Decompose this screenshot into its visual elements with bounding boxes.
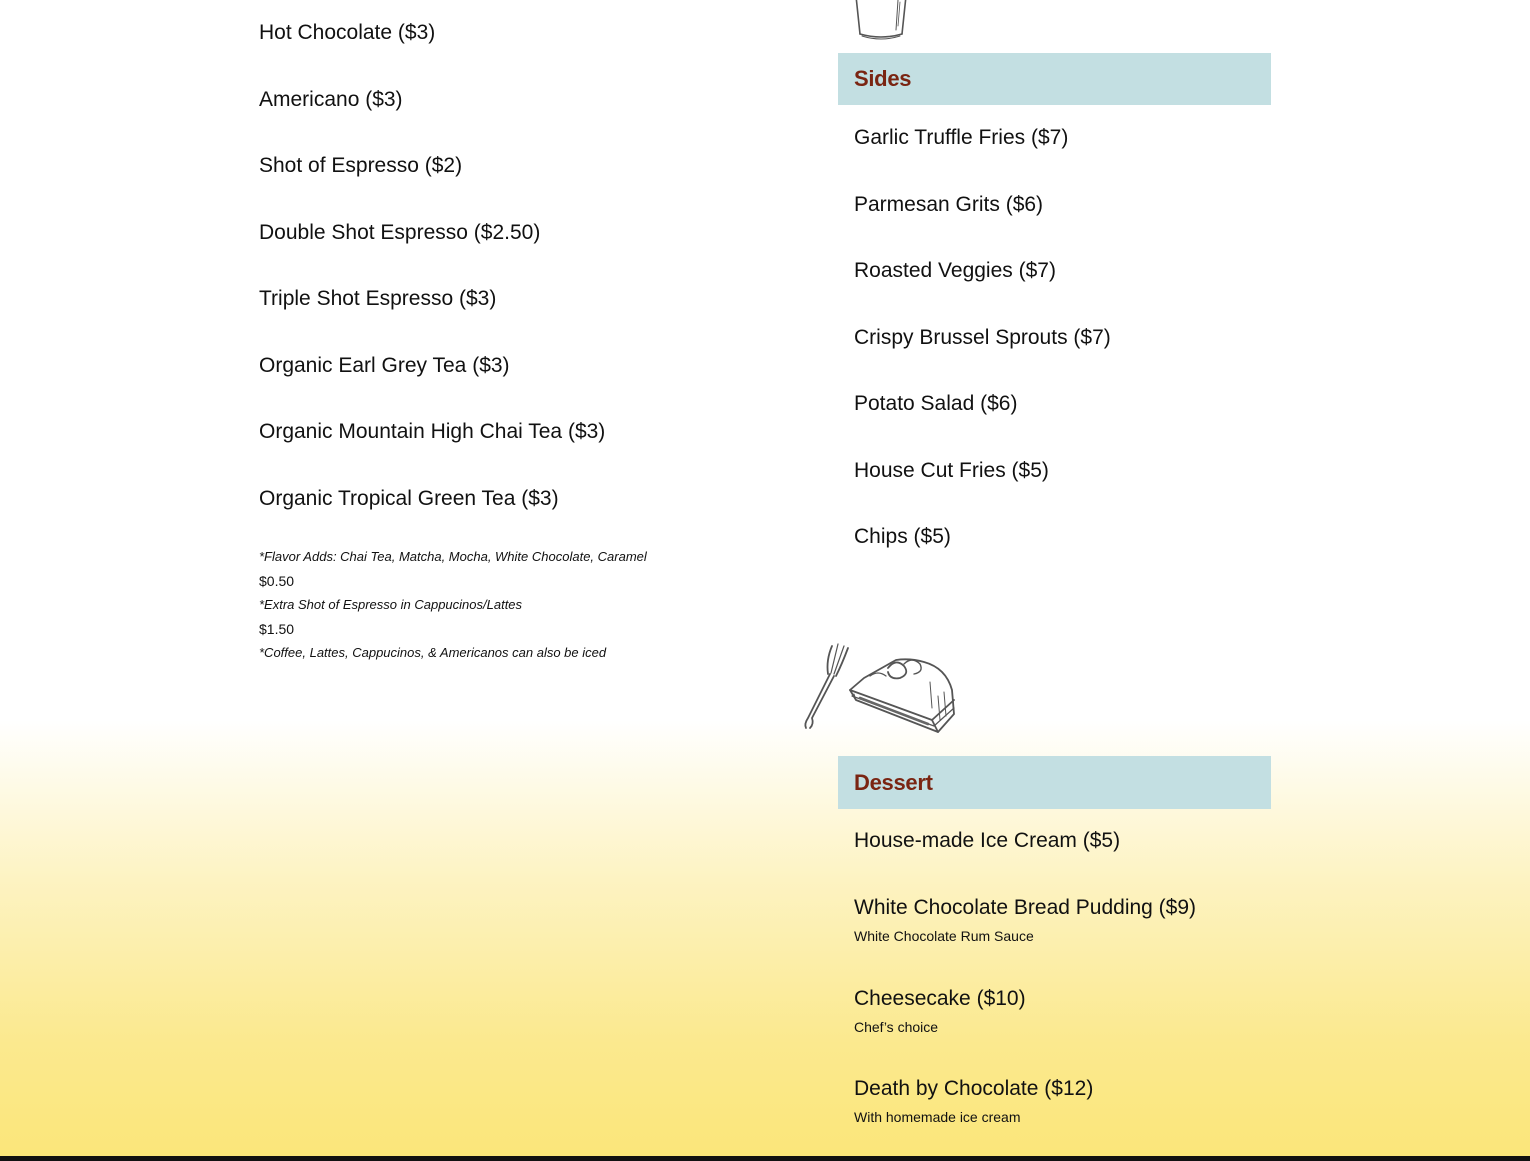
drink-item: Hot Chocolate ($3) [259, 21, 436, 44]
dessert-item [838, 1074, 1093, 1127]
dessert-name: White Chocolate Bread Pudding ($9) [854, 896, 1197, 919]
flavor-adds-note: *Flavor Adds: Chai Tea, Matcha, Mocha, White Chocolate, Caramel [259, 549, 647, 564]
side-item: Garlic Truffle Fries ($7) [854, 126, 1069, 149]
cup-illustration-icon [850, 0, 914, 42]
side-item: Roasted Veggies ($7) [854, 259, 1056, 282]
sides-list [838, 105, 1271, 585]
side-item: Chips ($5) [854, 525, 951, 548]
dessert-description: Chef’s choice [854, 1019, 939, 1035]
drink-item: Americano ($3) [259, 87, 403, 111]
cake-slice-fork-icon [800, 638, 960, 738]
drink-item: Organic Tropical Green Tea ($3) [259, 486, 559, 510]
side-item: Parmesan Grits ($6) [854, 192, 1044, 216]
dessert-item [838, 984, 1026, 1037]
drink-item: Organic Earl Grey Tea ($3) [259, 353, 510, 377]
drink-notes [259, 545, 779, 665]
drink-item: Organic Mountain High Chai Tea ($3) [259, 420, 606, 443]
dessert-header: Dessert [838, 756, 1271, 809]
extra-shot-note: *Extra Shot of Espresso in Cappucinos/Lattes [259, 597, 523, 612]
dessert-description: White Chocolate Rum Sauce [854, 928, 1034, 944]
dessert-name: Death by Chocolate ($12) [854, 1077, 1094, 1100]
footer-divider [0, 1156, 1530, 1161]
drink-item: Shot of Espresso ($2) [259, 154, 463, 177]
sides-section [838, 53, 1271, 585]
dessert-section [838, 756, 1271, 1125]
side-item: Crispy Brussel Sprouts ($7) [854, 325, 1111, 349]
side-item: House Cut Fries ($5) [854, 458, 1049, 482]
side-item: Potato Salad ($6) [854, 392, 1018, 415]
drink-item: Triple Shot Espresso ($3) [259, 287, 497, 310]
drinks-column [259, 14, 779, 665]
dessert-item [838, 893, 1196, 946]
sides-header: Sides [838, 53, 1271, 105]
dessert-item [838, 826, 1120, 856]
extra-shot-price: $1.50 [259, 621, 295, 637]
dessert-name: Cheesecake ($10) [854, 987, 1026, 1010]
drink-item: Double Shot Espresso ($2.50) [259, 220, 541, 244]
iced-note: *Coffee, Lattes, Cappucinos, & Americanos can also be iced [259, 645, 607, 660]
flavor-adds-price: $0.50 [259, 573, 295, 589]
dessert-name: House-made Ice Cream ($5) [854, 829, 1121, 852]
dessert-description: With homemade ice cream [854, 1109, 1021, 1125]
